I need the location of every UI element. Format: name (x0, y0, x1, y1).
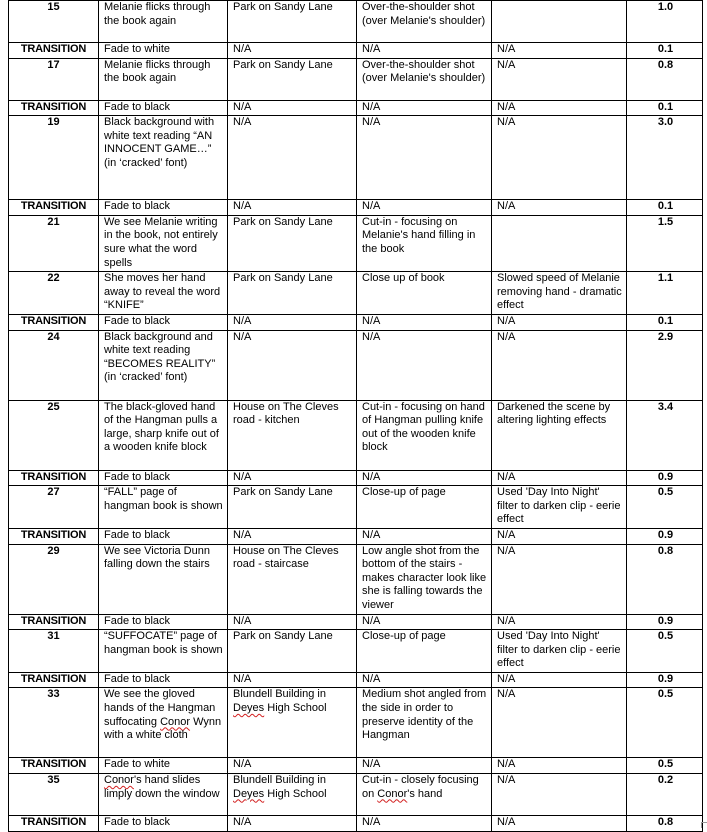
duration-cell: 0.2 (627, 774, 703, 816)
effects-cell: N/A (492, 774, 627, 816)
duration-cell: 3.0 (627, 116, 703, 200)
effects-cell: N/A (492, 116, 627, 200)
shot-number-cell: 21 (9, 215, 99, 271)
transition-row (9, 200, 703, 216)
transition-row (9, 672, 703, 688)
shot-row (9, 630, 703, 673)
description-cell: Fade to white (99, 43, 228, 59)
duration-cell: 0.8 (627, 58, 703, 100)
shot-number-cell: 22 (9, 272, 99, 315)
shot-row (9, 58, 703, 100)
duration-cell: 0.1 (627, 100, 703, 116)
camera-cell: Low angle shot from the bottom of the stairs - makes character look like she is falling towards the viewer (357, 544, 492, 614)
shot-number-cell: TRANSITION (9, 614, 99, 630)
effects-cell: N/A (492, 688, 627, 758)
spellcheck-flag: Deyes (233, 702, 265, 715)
location-cell: N/A (228, 314, 357, 330)
duration-cell: 0.5 (627, 758, 703, 774)
location-cell: Park on Sandy Lane (228, 630, 357, 673)
shot-number-cell: 19 (9, 116, 99, 200)
camera-cell: Medium shot angled from the side in order to preserve identity of the Hangman (357, 688, 492, 758)
shot-row (9, 1, 703, 43)
location-cell: N/A (228, 672, 357, 688)
duration-cell: 0.1 (627, 43, 703, 59)
shot-row (9, 330, 703, 400)
camera-cell: Cut-in - focusing on hand of Hangman pulling knife out of the wooden knife block (357, 400, 492, 470)
spellcheck-flag: Conor (160, 715, 191, 728)
effects-cell: N/A (492, 816, 627, 832)
shot-number-cell: 27 (9, 486, 99, 529)
spellcheck-flag: Conor (104, 774, 134, 787)
duration-cell: 3.4 (627, 400, 703, 470)
shot-row (9, 688, 703, 758)
effects-cell: N/A (492, 528, 627, 544)
transition-row (9, 758, 703, 774)
description-cell: Fade to black (99, 100, 228, 116)
location-cell: N/A (228, 816, 357, 832)
location-cell: Park on Sandy Lane (228, 1, 357, 43)
camera-cell: N/A (357, 330, 492, 400)
location-cell: N/A (228, 43, 357, 59)
page-corner-mark (701, 822, 707, 828)
effects-cell: N/A (492, 100, 627, 116)
effects-cell (492, 1, 627, 43)
spellcheck-flag: Deyes (233, 787, 265, 800)
location-cell: House on The Cleves road - kitchen (228, 400, 357, 470)
duration-cell: 0.1 (627, 200, 703, 216)
shot-number-cell: TRANSITION (9, 758, 99, 774)
description-cell: We see the gloved hands of the Hangman suffocating Conor Wynn with a white cloth (99, 688, 228, 758)
camera-cell: N/A (357, 470, 492, 486)
description-cell: Fade to black (99, 816, 228, 832)
location-cell: Park on Sandy Lane (228, 272, 357, 315)
effects-cell: Used 'Day Into Night' filter to darken clip - eerie effect (492, 630, 627, 673)
duration-cell: 0.8 (627, 816, 703, 832)
description-cell: Fade to black (99, 470, 228, 486)
shot-number-cell: TRANSITION (9, 314, 99, 330)
transition-row (9, 43, 703, 59)
description-cell: Fade to white (99, 758, 228, 774)
shot-row (9, 774, 703, 816)
camera-cell: N/A (357, 100, 492, 116)
camera-cell: N/A (357, 528, 492, 544)
description-cell: Melanie flicks through the book again (99, 58, 228, 100)
shot-number-cell: 15 (9, 1, 99, 43)
description-cell: Fade to black (99, 528, 228, 544)
duration-cell: 0.5 (627, 688, 703, 758)
effects-cell: N/A (492, 758, 627, 774)
shot-number-cell: 24 (9, 330, 99, 400)
description-cell: Fade to black (99, 672, 228, 688)
transition-row (9, 614, 703, 630)
description-cell: Black background and white text reading “BECOMES REALITY” (in ‘cracked’ font) (99, 330, 228, 400)
description-cell: “SUFFOCATE” page of hangman book is shown (99, 630, 228, 673)
description-cell: Conor's hand slides limply down the window (99, 774, 228, 816)
camera-cell: N/A (357, 614, 492, 630)
location-cell: N/A (228, 528, 357, 544)
camera-cell: N/A (357, 314, 492, 330)
shot-number-cell: TRANSITION (9, 43, 99, 59)
shot-number-cell: TRANSITION (9, 470, 99, 486)
spellcheck-flag: Conor (377, 787, 408, 800)
description-cell: The black-gloved hand of the Hangman pulls a large, sharp knife out of a wooden knife block (99, 400, 228, 470)
location-cell: House on The Cleves road - staircase (228, 544, 357, 614)
shot-number-cell: TRANSITION (9, 528, 99, 544)
transition-row (9, 100, 703, 116)
duration-cell: 0.9 (627, 528, 703, 544)
camera-cell: Close up of book (357, 272, 492, 315)
shot-number-cell: TRANSITION (9, 200, 99, 216)
effects-cell: N/A (492, 544, 627, 614)
location-cell: N/A (228, 100, 357, 116)
description-cell: We see Melanie writing in the book, not entirely sure what the word spells (99, 215, 228, 271)
camera-cell: N/A (357, 200, 492, 216)
duration-cell: 0.1 (627, 314, 703, 330)
location-cell: Blundell Building in Deyes High School (228, 774, 357, 816)
camera-cell: Over-the-shoulder shot (over Melanie's shoulder) (357, 1, 492, 43)
transition-row (9, 314, 703, 330)
shot-row (9, 486, 703, 529)
shot-number-cell: TRANSITION (9, 816, 99, 832)
description-cell: Black background with white text reading “AN INNOCENT GAME…” (in ‘cracked’ font) (99, 116, 228, 200)
location-cell: Park on Sandy Lane (228, 215, 357, 271)
description-cell: Fade to black (99, 200, 228, 216)
camera-cell: Close-up of page (357, 630, 492, 673)
effects-cell: N/A (492, 672, 627, 688)
camera-cell: N/A (357, 116, 492, 200)
location-cell: N/A (228, 614, 357, 630)
camera-cell: Close-up of page (357, 486, 492, 529)
shot-list-body (9, 1, 703, 832)
shot-list-table (8, 0, 703, 832)
camera-cell: Cut-in - closely focusing on Conor's hand (357, 774, 492, 816)
effects-cell: Slowed speed of Melanie removing hand - dramatic effect (492, 272, 627, 315)
shot-number-cell: 29 (9, 544, 99, 614)
effects-cell: N/A (492, 330, 627, 400)
shot-row (9, 272, 703, 315)
description-cell: “FALL” page of hangman book is shown (99, 486, 228, 529)
location-cell: N/A (228, 200, 357, 216)
location-cell: N/A (228, 330, 357, 400)
duration-cell: 0.5 (627, 486, 703, 529)
effects-cell: N/A (492, 43, 627, 59)
shot-number-cell: TRANSITION (9, 100, 99, 116)
duration-cell: 2.9 (627, 330, 703, 400)
shot-number-cell: 25 (9, 400, 99, 470)
description-cell: Fade to black (99, 614, 228, 630)
camera-cell: N/A (357, 758, 492, 774)
shot-row (9, 400, 703, 470)
duration-cell: 0.8 (627, 544, 703, 614)
transition-row (9, 528, 703, 544)
duration-cell: 1.0 (627, 1, 703, 43)
effects-cell: N/A (492, 470, 627, 486)
shot-list-sheet (8, 0, 703, 832)
shot-number-cell: 17 (9, 58, 99, 100)
shot-row (9, 544, 703, 614)
location-cell: N/A (228, 758, 357, 774)
shot-number-cell: TRANSITION (9, 672, 99, 688)
description-cell: Melanie flicks through the book again (99, 1, 228, 43)
camera-cell: Over-the-shoulder shot (over Melanie's shoulder) (357, 58, 492, 100)
duration-cell: 0.9 (627, 614, 703, 630)
effects-cell: N/A (492, 314, 627, 330)
effects-cell (492, 215, 627, 271)
description-cell: Fade to black (99, 314, 228, 330)
camera-cell: N/A (357, 672, 492, 688)
description-cell: We see Victoria Dunn falling down the stairs (99, 544, 228, 614)
duration-cell: 1.5 (627, 215, 703, 271)
duration-cell: 0.5 (627, 630, 703, 673)
duration-cell: 1.1 (627, 272, 703, 315)
location-cell: N/A (228, 470, 357, 486)
description-cell: She moves her hand away to reveal the word “KNIFE” (99, 272, 228, 315)
duration-cell: 0.9 (627, 470, 703, 486)
location-cell: N/A (228, 116, 357, 200)
camera-cell: N/A (357, 816, 492, 832)
effects-cell: N/A (492, 614, 627, 630)
shot-number-cell: 31 (9, 630, 99, 673)
shot-number-cell: 33 (9, 688, 99, 758)
shot-number-cell: 35 (9, 774, 99, 816)
duration-cell: 0.9 (627, 672, 703, 688)
shot-row (9, 215, 703, 271)
location-cell: Blundell Building in Deyes High School (228, 688, 357, 758)
location-cell: Park on Sandy Lane (228, 486, 357, 529)
location-cell: Park on Sandy Lane (228, 58, 357, 100)
shot-row (9, 116, 703, 200)
camera-cell: Cut-in - focusing on Melanie's hand filling in the book (357, 215, 492, 271)
effects-cell: N/A (492, 58, 627, 100)
camera-cell: N/A (357, 43, 492, 59)
effects-cell: Darkened the scene by altering lighting effects (492, 400, 627, 470)
effects-cell: Used 'Day Into Night' filter to darken clip - eerie effect (492, 486, 627, 529)
transition-row (9, 470, 703, 486)
effects-cell: N/A (492, 200, 627, 216)
